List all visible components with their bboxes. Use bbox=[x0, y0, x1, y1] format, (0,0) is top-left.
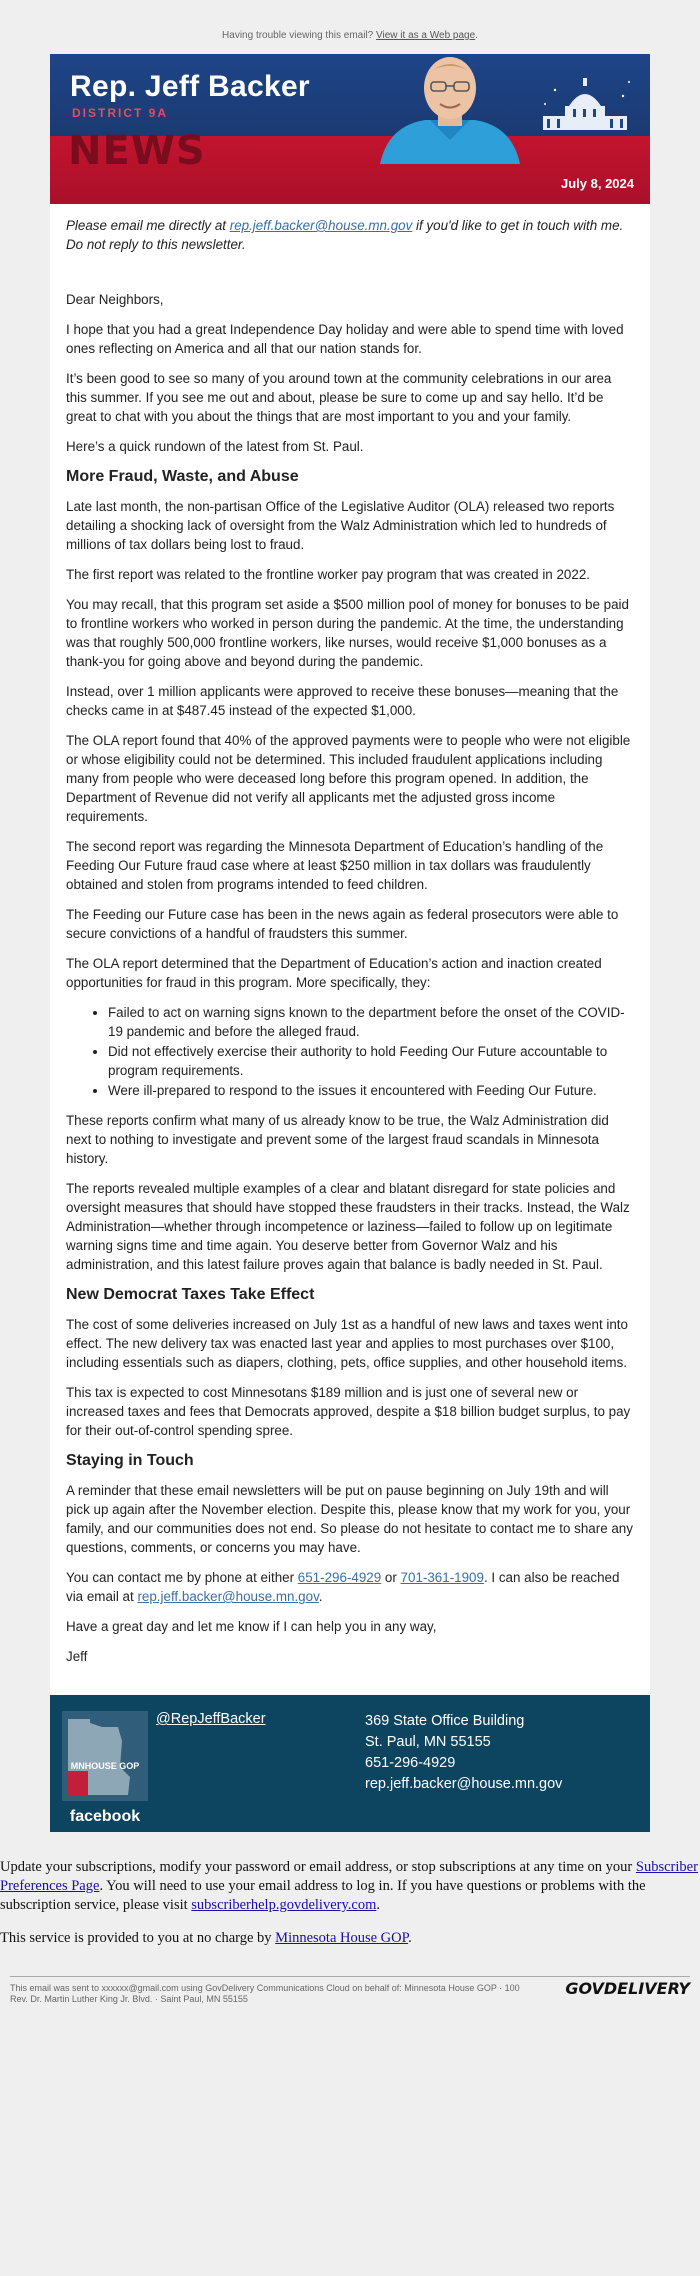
paragraph: Late last month, the non-partisan Office of the Legislative Auditor (OLA) released two reports detailing a shocking lack of oversight from the Walz Administration which led to hundreds of millions of tax dollars being lost to fraud. bbox=[66, 499, 615, 552]
paragraph: The Feeding our Future case has been in the news again as federal prosecutors were able to secure convictions of a handful of fraudsters this summer. bbox=[66, 907, 619, 941]
paragraph: I hope that you had a great Independence Day holiday and were able to spend time with loved ones reflecting on America and all that our nation stands for. bbox=[66, 322, 624, 356]
phone-link-1[interactable]: 651-296-4929 bbox=[297, 1570, 382, 1585]
paragraph: The second report was regarding the Minnesota Department of Education’s handling of the Feeding Our Future fraud case where at least $250 million in tax dollars was fraudulently obtained and stolen from programs intended to feed children. bbox=[66, 839, 604, 892]
section-heading-fraud: More Fraud, Waste, and Abuse bbox=[66, 468, 299, 485]
section-heading-staying-in-touch: Staying in Touch bbox=[66, 1452, 194, 1469]
contact-intro: Please email me directly at rep.jeff.backer@house.mn.gov if you'd like to get in touch with me. Do not reply to this newsletter. bbox=[66, 218, 624, 252]
news-wordmark: NEWS bbox=[68, 128, 206, 174]
paragraph: The OLA report determined that the Department of Education’s action and inaction created opportunities for fraud in this program. More specifically, they: bbox=[66, 956, 602, 990]
greeting: Dear Neighbors, bbox=[66, 292, 164, 307]
paragraph: Here’s a quick rundown of the latest from St. Paul. bbox=[66, 439, 364, 454]
web-view-link[interactable]: View it as a Web page bbox=[376, 30, 476, 41]
list-item: • Failed to act on warning signs known to the department before the onset of the COVID-19 pandemic and before the alleged fraud. bbox=[108, 1003, 634, 1041]
signature: Jeff bbox=[66, 1649, 88, 1664]
section-heading-taxes: New Democrat Taxes Take Effect bbox=[66, 1286, 315, 1303]
paragraph: It’s been good to see so many of you around town at the community celebrations in our area this summer. If you see me out and about, please be sure to come up and say hello. It’d be great to chat with you about the things that are most important to you and your family. bbox=[66, 371, 612, 424]
paragraph: Instead, over 1 million applicants were approved to receive these bonuses—meaning that the checks came in at $487.45 instead of the expected $1,000. bbox=[66, 684, 619, 718]
issue-date: July 8, 2024 bbox=[561, 176, 634, 191]
representative-name: Rep. Jeff Backer bbox=[70, 70, 310, 103]
newsletter-body bbox=[50, 204, 650, 1695]
paragraph: The reports revealed multiple examples of a clear and blatant disregard for state policies and oversight measures that should have stopped these fraudsters in their tracks. Instead, the Walz Administration—whether through incompetence or laziness—failed to follow up on legitimate warning signs time and time again. You deserve better from Governor Walz and his administration, and this latest failure proves again that balance is badly needed in St. Paul. bbox=[66, 1181, 630, 1272]
social-handle-link[interactable]: @RepJeffBacker bbox=[156, 1711, 266, 1727]
svg-text:facebook: facebook bbox=[69, 1808, 141, 1825]
minnesota-house-gop-link[interactable]: Minnesota House GOP bbox=[275, 1930, 409, 1946]
paragraph: You may recall, that this program set aside a $500 million pool of money for bonuses to be paid to frontline workers who worked in person during the pandemic. At the time, the understanding was that roughly 500,000 frontline workers, like nurses, would receive $1,000 bonuses as a thank-you for going above and beyond during the pandemic. bbox=[66, 597, 629, 669]
list-item: • Were ill-prepared to respond to the issues it encountered with Feeding Our Future. bbox=[108, 1081, 634, 1100]
subscriber-help-link[interactable]: subscriberhelp.govdelivery.com bbox=[191, 1897, 377, 1913]
paragraph: This tax is expected to cost Minnesotans $189 million and is just one of several new or increased taxes and fees that Democrats approved, despite a $18 billion budget surplus, to pay for their out-of-control spending spree. bbox=[66, 1385, 631, 1438]
subscription-notice: Update your subscriptions, modify your password or email address, or stop subscriptions at any time on your Subscriber Preferences Page. You will need to use your email address to log in. If you have questions or problems with the subscription service, please visit subscriberhelp.govdelivery.com. This service is provided to you at no charge by Minnesota House GOP. bbox=[0, 1859, 698, 1946]
paragraph: The OLA report found that 40% of the approved payments were to people who were not eligible or whose eligibility could not be determined. This included fraudulent applications including many from people who were deceased long before this program opened. In addition, the Department of Revenue did not verify all applicants met the adjusted gross income requirements. bbox=[66, 733, 631, 824]
subscriber-preferences-link[interactable]: Subscriber Preferences Page bbox=[0, 1859, 698, 1894]
fine-print: This email was sent to xxxxxx@gmail.com using GovDelivery Communications Cloud on behalf of: Minnesota House GOP · 100 Rev. Dr. Martin Luther King Jr. Blvd. · Saint Paul, MN 55155 GOVDELIVERY bbox=[10, 1976, 690, 2027]
svg-text:MNHOUSE GOP: MNHOUSE GOP bbox=[70, 1761, 140, 1771]
facebook-logo[interactable] bbox=[62, 1711, 148, 1826]
footer-contact-block bbox=[50, 1695, 650, 1832]
paragraph: The first report was related to the frontline worker pay program that was created in 2022. bbox=[66, 567, 590, 582]
intro-email-link[interactable]: rep.jeff.backer@house.mn.gov bbox=[229, 218, 413, 233]
govdelivery-logo: GOVDELIVERY bbox=[565, 1979, 690, 1998]
paragraph: Have a great day and let me know if I can help you in any way, bbox=[66, 1619, 437, 1634]
representative-photo bbox=[370, 54, 530, 164]
paragraph: A reminder that these email newsletters will be put on pause beginning on July 19th and will pick up again after the November election. Despite this, please know that my work for you, your family, and our communities does not end. So please do not hesitate to contact me to share any questions, comments, or concerns you may have. bbox=[66, 1483, 633, 1555]
capitol-icon bbox=[535, 76, 635, 141]
paragraph: The cost of some deliveries increased on July 1st as a handful of new laws and taxes went into effect. The new delivery tax was enacted last year and applies to most purchases over $100, including essentials such as diapers, clothing, pets, office supplies, and other household items. bbox=[66, 1317, 628, 1370]
paragraph: These reports confirm what many of us already know to be true, the Walz Administration did next to nothing to investigate and prevent some of the largest fraud scandals in Minnesota history. bbox=[66, 1113, 609, 1166]
phone-link-2[interactable]: 701-361-1909 bbox=[400, 1570, 484, 1585]
office-address: 369 State Office Building St. Paul, MN 55155 651-296-4929 rep.jeff.backer@house.mn.gov bbox=[365, 1713, 563, 1792]
web-view-note: Having trouble viewing this email? View it as a Web page. bbox=[222, 30, 478, 41]
newsletter-card bbox=[50, 54, 650, 1832]
findings-list bbox=[66, 1003, 634, 1100]
district-label: DISTRICT 9A bbox=[72, 106, 169, 120]
list-item: • Did not effectively exercise their authority to hold Feeding Our Future accountable to program requirements. bbox=[108, 1042, 634, 1080]
contact-paragraph: You can contact me by phone at either 651-296-4929 or 701-361-1909. I can also be reached via email at rep.jeff.backer@house.mn.gov. bbox=[66, 1570, 620, 1604]
contact-email-link[interactable]: rep.jeff.backer@house.mn.gov bbox=[137, 1589, 319, 1604]
newsletter-banner bbox=[50, 54, 650, 204]
